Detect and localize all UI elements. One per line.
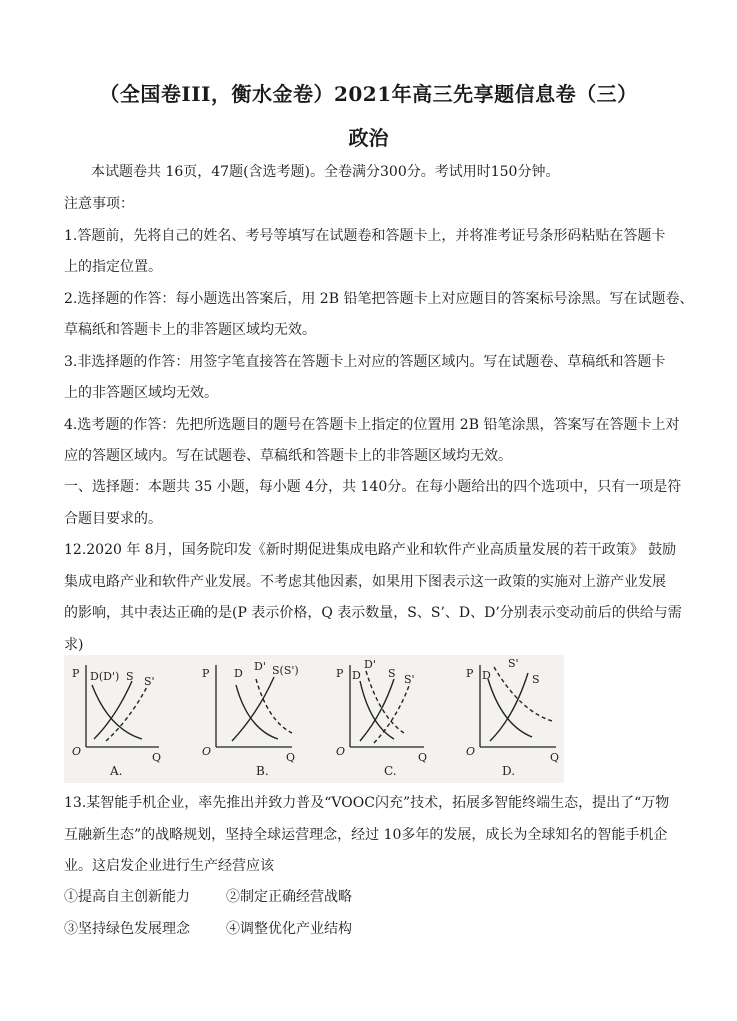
- notice-line: 4.选考题的作答：先把所选题目的题号在答题卡上指定的位置用 2B 铅笔涂黑，答案写在答题卡上对: [64, 417, 680, 433]
- axis-p-label: P: [336, 667, 344, 680]
- answer-option: ③坚持绿色发展理念: [64, 921, 190, 937]
- origin-label: O: [202, 745, 212, 758]
- question-12-text: 的影响，其中表达正确的是(P 表示价格，Q 表示数量，S、S’、D、D’分别表示变动前后的供给与需: [64, 605, 682, 621]
- option-caption: D.: [502, 764, 516, 778]
- notice-line: 1.答题前，先将自己的姓名、考号等填写在试题卷和答题卡上，并将准考证号条形码粘贴在答题卡: [64, 228, 666, 244]
- curve-label: S: [126, 670, 134, 683]
- section-heading: 合题目要求的。: [64, 511, 162, 527]
- axis-p-label: P: [72, 667, 80, 680]
- notice-line: 2.选择题的作答：每小题选出答案后，用 2B 铅笔把答题卡上对应题目的答案标号涂黑。写在试题卷、: [64, 291, 694, 307]
- notice-line: 3.非选择题的作答：用签字笔直接答在答题卡上对应的答题区域内。写在试题卷、草稿纸和答题卡: [64, 354, 666, 370]
- question-12-text: 12.2020 年 8月，国务院印发《新时期促进集成电路产业和软件产业高质量发展的若干政策》 鼓励: [64, 542, 677, 558]
- axis-q-label: Q: [550, 751, 560, 764]
- curve-label: S: [388, 667, 396, 680]
- option-caption: B.: [256, 764, 269, 778]
- curve-label: S': [404, 673, 415, 686]
- curve-label: D': [364, 658, 376, 671]
- axis-p-label: P: [202, 667, 210, 680]
- supply-demand-figure: [64, 655, 564, 783]
- axis-q-label: Q: [286, 751, 296, 764]
- graph-a: [72, 665, 161, 778]
- curve-label: D: [482, 669, 491, 682]
- axis-q-label: Q: [152, 751, 162, 764]
- curve-label: D: [234, 667, 243, 680]
- answer-option: ②制定正确经营战略: [226, 889, 352, 905]
- section-heading: 一、选择题：本题共 35 小题，每小题 4分，共 140分。在每小题给出的四个选项中，只有一项是符: [64, 479, 682, 495]
- origin-label: O: [466, 745, 476, 758]
- answer-option: ①提高自主创新能力: [64, 889, 190, 905]
- curve-label: S': [508, 657, 519, 670]
- intro-text: 本试题卷共 16页，47题(含选考题)。全卷满分300分。考试用时150分钟。: [91, 164, 560, 180]
- subject-heading: 政治: [348, 126, 389, 150]
- question-12-text: 求): [64, 637, 84, 653]
- curve-label: S(S'): [272, 664, 299, 677]
- curve-label: S: [532, 673, 540, 686]
- axis-p-label: P: [466, 667, 474, 680]
- curve-label: D(D'): [90, 670, 120, 683]
- curve-label: S': [144, 675, 155, 688]
- notice-line: 应的答题区域内。写在试题卷、草稿纸和答题卡上的非答题区域均无效。: [64, 448, 512, 464]
- curve-label: D: [352, 669, 361, 682]
- option-caption: C.: [384, 764, 397, 778]
- graph-b: [202, 660, 299, 778]
- origin-label: O: [72, 745, 82, 758]
- notice-line: 上的非答题区域均无效。: [64, 385, 218, 401]
- notice-line: 上的指定位置。: [64, 259, 162, 275]
- graph-c: [336, 658, 427, 778]
- curve-label: D': [254, 660, 266, 673]
- notice-line: 草稿纸和答题卡上的非答题区域均无效。: [64, 322, 316, 338]
- axis-q-label: Q: [418, 751, 428, 764]
- question-13-text: 13.某智能手机企业，率先推出并致力普及“VOOC闪充”技术，拓展多智能终端生态，提出了“万物: [64, 795, 670, 811]
- graph-d: [466, 657, 559, 778]
- answer-option: ④调整优化产业结构: [226, 921, 352, 937]
- notice-heading: 注意事项：: [64, 196, 134, 212]
- question-13-text: 业。这启发企业进行生产经营应该: [64, 858, 274, 874]
- option-caption: A.: [110, 764, 123, 778]
- page-title: （全国卷III，衡水金卷）2021年高三先享题信息卷（三）: [99, 82, 638, 106]
- question-12-text: 集成电路产业和软件产业发展。不考虑其他因素，如果用下图表示这一政策的实施对上游产业发展: [64, 574, 666, 590]
- origin-label: O: [336, 745, 346, 758]
- question-13-text: 互融新生态”的战略规划，坚持全球运营理念，经过 10多年的发展，成长为全球知名的智能手机企: [64, 827, 668, 843]
